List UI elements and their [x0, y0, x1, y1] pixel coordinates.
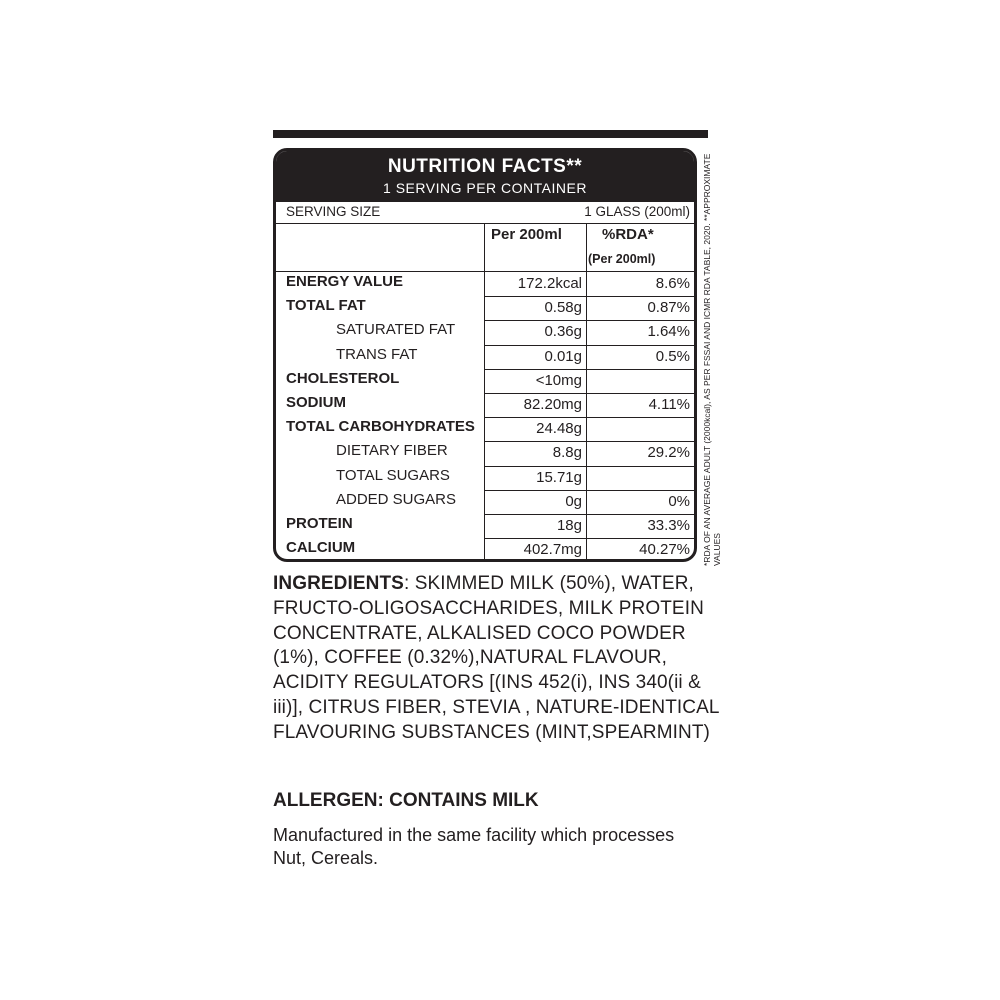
serving-size-label: SERVING SIZE	[286, 204, 381, 219]
side-note-text: *RDA OF AN AVERAGE ADULT (2000kcal), AS PER FSSAI AND ICMR RDA TABLE, 2020. **APPROXIMATE VALUES	[702, 153, 722, 566]
nutrient-per-serving: 82.20mg	[523, 396, 582, 413]
panel-header	[276, 151, 694, 202]
row-divider	[484, 345, 694, 346]
nutrient-rda: 0.5%	[655, 347, 690, 365]
ingredients-text: : SKIMMED MILK (50%), WATER, FRUCTO-OLIGOSACCHARIDES, MILK PROTEIN CONCENTRATE, ALKALISED COCO POWDER (1%), COFFEE (0.32%),NATURAL FLAVOUR, ACIDITY REGULATORS [(INS 452(i), INS 340(ii & iii)], CITRUS FIBER, STEVIA , NATURE-IDENTICAL FLAVOURING SUBSTANCES (MINT,SPEARMINT)	[273, 573, 719, 743]
nutrient-per-serving: 0g	[565, 492, 582, 510]
serving-size-value: 1 GLASS (200ml)	[584, 204, 690, 219]
nutrient-label: TOTAL FAT	[286, 297, 366, 315]
row-divider	[484, 296, 694, 297]
panel-title: NUTRITION FACTS**	[387, 156, 583, 177]
nutrient-label: TRANS FAT	[336, 345, 418, 363]
nutrient-rda: 33.3%	[647, 517, 690, 534]
nutrient-rda: 29.2%	[647, 444, 690, 462]
row-divider	[484, 514, 694, 515]
nutrient-rda: 4.11%	[648, 396, 690, 413]
header-divider	[276, 271, 694, 272]
nutrient-label: SATURATED FAT	[336, 321, 456, 339]
nutrient-per-serving: 0.01g	[544, 347, 582, 365]
nutrient-per-serving: 15.71g	[536, 468, 582, 486]
ingredients-block	[273, 572, 733, 746]
nutrient-per-serving: 172.2kcal	[517, 275, 582, 292]
nutrient-label: CALCIUM	[286, 539, 356, 557]
row-divider	[484, 320, 694, 321]
nutrition-facts-panel	[273, 148, 697, 562]
nutrient-per-serving: 24.48g	[536, 420, 582, 438]
row-divider	[484, 369, 694, 370]
nutrient-per-serving: 0.58g	[544, 299, 582, 317]
row-divider	[484, 393, 694, 394]
nutrient-label: DIETARY FIBER	[336, 442, 448, 460]
nutrient-label: TOTAL SUGARS	[336, 466, 450, 484]
nutrient-rda: 0%	[668, 492, 690, 510]
nutrient-label: CHOLESTEROL	[286, 369, 400, 387]
panel-subtitle: 1 SERVING PER CONTAINER	[383, 180, 587, 196]
nutrient-label: TOTAL CARBOHYDRATES	[286, 418, 475, 436]
nutrient-rda: 1.64%	[647, 323, 690, 341]
row-divider	[484, 441, 694, 442]
nutrient-label: ENERGY VALUE	[286, 273, 403, 290]
nutrient-per-serving: 8.8g	[552, 444, 582, 462]
top-rule	[273, 130, 708, 138]
nutrient-per-serving: 402.7mg	[523, 541, 582, 559]
facility-statement: Manufactured in the same facility which processes Nut, Cereals.	[273, 825, 675, 868]
nutrient-rda: 0.87%	[647, 299, 690, 317]
row-divider	[484, 490, 694, 491]
nutrient-rda: 8.6%	[655, 275, 690, 292]
col-header-rda: %RDA*	[602, 226, 654, 243]
nutrient-label: ADDED SUGARS	[336, 490, 457, 508]
side-note	[702, 146, 720, 566]
col-header-per: Per 200ml	[491, 226, 562, 243]
nutrient-label: SODIUM	[286, 394, 346, 411]
row-divider	[484, 466, 694, 467]
allergen-statement: ALLERGEN: CONTAINS MILK	[273, 790, 539, 811]
row-divider	[484, 417, 694, 418]
row-divider	[484, 538, 694, 539]
nutrient-label: PROTEIN	[286, 515, 353, 532]
col-header-rda-sub: (Per 200ml)	[588, 252, 656, 266]
nutrient-per-serving: 18g	[556, 517, 582, 534]
nutrient-rda: 40.27%	[639, 541, 690, 559]
ingredients-heading: INGREDIENTS	[273, 573, 404, 594]
nutrient-per-serving: 0.36g	[544, 323, 582, 341]
serving-size-row	[276, 202, 694, 224]
nutrient-per-serving: <10mg	[535, 371, 582, 389]
